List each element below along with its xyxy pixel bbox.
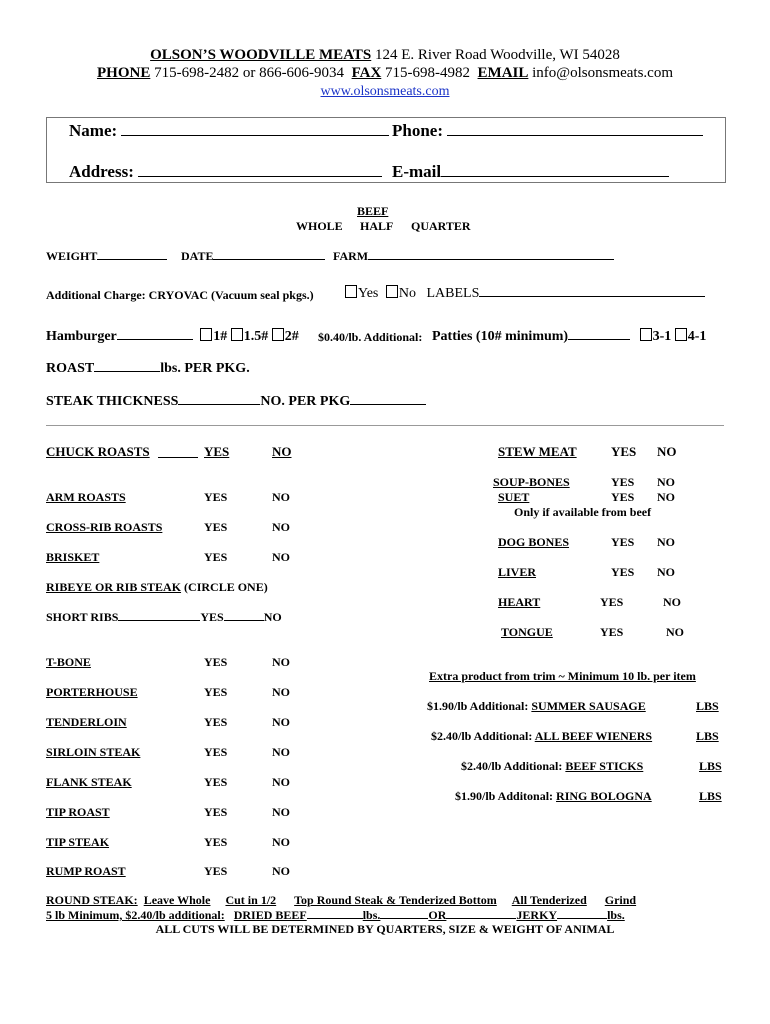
item-suet: SUET <box>498 490 530 504</box>
cut-tiproast: TIP ROAST <box>46 805 110 819</box>
date-label: DATE <box>181 249 214 263</box>
email-row <box>392 162 669 182</box>
patties-4-1-checkbox[interactable] <box>675 328 687 341</box>
tiproast-no[interactable]: NO <box>272 805 290 819</box>
weight-field[interactable] <box>97 258 167 260</box>
steak-thickness-field[interactable] <box>178 403 260 405</box>
ribeye-row <box>46 580 268 595</box>
jerky-label: JERKY <box>516 908 558 922</box>
cut-sirloin: SIRLOIN STEAK <box>46 745 141 759</box>
divider <box>46 425 724 426</box>
address-field[interactable] <box>138 175 382 177</box>
item-stew: STEW MEAT <box>498 444 577 459</box>
extra-4-lbs[interactable]: LBS <box>699 789 722 803</box>
no-per-pkg-label: NO. PER PKG <box>260 394 351 409</box>
hamburger-1-5lb-label: 1.5# <box>243 329 269 344</box>
rump-yes[interactable]: YES <box>204 864 228 878</box>
jerky-gap <box>446 917 516 919</box>
tiproast-yes[interactable]: YES <box>204 805 228 819</box>
tongue-yes[interactable]: YES <box>600 625 624 639</box>
brisket-yes[interactable]: YES <box>204 550 228 564</box>
hamburger-1-5lb-checkbox[interactable] <box>231 328 243 341</box>
hamburger-1lb-label: 1# <box>213 329 228 344</box>
extra-1-lbs[interactable]: LBS <box>696 699 719 713</box>
extra-4-price: $1.90/lb Additonal: <box>455 789 554 803</box>
arm-yes[interactable]: YES <box>204 490 228 504</box>
footer-note: ALL CUTS WILL BE DETERMINED BY QUARTERS, SIZE & WEIGHT OF ANIMAL <box>155 922 615 936</box>
dried-beef-lbs: lbs. <box>362 908 381 922</box>
labels-field[interactable] <box>479 295 705 297</box>
cut-porterhouse: PORTERHOUSE <box>46 685 138 699</box>
extra-row-1 <box>427 699 646 714</box>
patty-price: $0.40/lb. Additional: <box>318 330 423 344</box>
company-address: 124 E. River Road Woodville, WI 54028 <box>375 47 620 63</box>
weight-label: WEIGHT <box>46 249 98 263</box>
liver-no[interactable]: NO <box>657 565 675 579</box>
dried-beef-row <box>46 908 625 923</box>
email-label: EMAIL <box>477 65 529 81</box>
farm-label: FARM <box>333 249 369 263</box>
item-soup: SOUP-BONES <box>493 475 570 489</box>
shortribs-gap <box>224 619 264 621</box>
phone-field[interactable] <box>447 134 703 136</box>
dried-minimum: 5 lb Minimum, $2.40/lb additional: <box>46 908 225 922</box>
extra-1-price: $1.90/lb Additional: <box>427 699 529 713</box>
option-whole[interactable]: WHOLE <box>296 219 343 233</box>
weight-row <box>46 249 167 264</box>
farm-row <box>333 249 614 264</box>
name-label: Name: <box>69 121 118 140</box>
tbone-yes[interactable]: YES <box>204 655 228 669</box>
no-per-pkg-field[interactable] <box>350 403 426 405</box>
cut-tbone: T-BONE <box>46 655 91 669</box>
patties-3-1-label: 3-1 <box>652 329 672 344</box>
stew-yes[interactable]: YES <box>611 444 637 459</box>
farm-field[interactable] <box>368 258 614 260</box>
item-tongue: TONGUE <box>501 625 553 639</box>
name-field[interactable] <box>121 134 389 136</box>
only-available-note: Only if available from beef <box>514 505 652 519</box>
extra-3-price: $2.40/lb Additional: <box>461 759 563 773</box>
suet-yes[interactable]: YES <box>611 490 635 504</box>
round-steak-row <box>46 893 636 908</box>
porterhouse-no[interactable]: NO <box>272 685 290 699</box>
steak-thickness-label: STEAK THICKNESS <box>46 394 179 409</box>
shortribs-row <box>46 610 282 625</box>
chuck-no[interactable]: NO <box>272 444 292 459</box>
item-liver: LIVER <box>498 565 537 579</box>
date-row <box>181 249 325 264</box>
brisket-no[interactable]: NO <box>272 550 290 564</box>
phone-row <box>392 121 703 141</box>
hamburger-label: Hamburger <box>46 329 117 344</box>
address-row <box>69 162 382 182</box>
dried-gap <box>380 917 428 919</box>
beef-title: BEEF <box>357 204 389 218</box>
shortribs-no[interactable]: NO <box>263 610 282 624</box>
dog-yes[interactable]: YES <box>611 535 635 549</box>
contact-phone-label: Phone: <box>392 121 443 140</box>
heart-yes[interactable]: YES <box>600 595 624 609</box>
patties-4-1-label: 4-1 <box>687 329 707 344</box>
item-heart: HEART <box>498 595 541 609</box>
tipsteak-yes[interactable]: YES <box>204 835 228 849</box>
cut-crossrib: CROSS-RIB ROASTS <box>46 520 163 534</box>
flank-yes[interactable]: YES <box>204 775 228 789</box>
website-link[interactable]: www.olsonsmeats.com <box>320 84 450 99</box>
cryovac-label: Additional Charge: CRYOVAC (Vacuum seal pkgs.) <box>46 288 314 302</box>
patties-3-1-checkbox[interactable] <box>640 328 652 341</box>
dog-no[interactable]: NO <box>657 535 675 549</box>
sirloin-yes[interactable]: YES <box>204 745 228 759</box>
soup-yes[interactable]: YES <box>611 475 635 489</box>
round-cut-half[interactable]: Cut in 1/2 <box>225 893 277 907</box>
extra-row-2 <box>431 729 652 744</box>
crossrib-yes[interactable]: YES <box>204 520 228 534</box>
header-line-2 <box>0 65 770 82</box>
extra-3-lbs[interactable]: LBS <box>699 759 722 773</box>
hamburger-2lb-label: 2# <box>284 329 299 344</box>
roast-row <box>46 361 250 377</box>
extra-2-lbs[interactable]: LBS <box>696 729 719 743</box>
roast-field[interactable] <box>94 370 160 372</box>
extra-4-item: RING BOLOGNA <box>556 789 652 803</box>
extra-3-item: BEEF STICKS <box>565 759 644 773</box>
stew-no[interactable]: NO <box>657 444 677 459</box>
tenderloin-yes[interactable]: YES <box>204 715 228 729</box>
jerky-lbs: lbs. <box>607 908 625 922</box>
cut-brisket: BRISKET <box>46 550 100 564</box>
extra-row-3 <box>461 759 643 774</box>
round-top-round[interactable]: Top Round Steak & Tenderized Bottom <box>294 893 497 907</box>
hamburger-field[interactable] <box>117 338 193 340</box>
extra-2-price: $2.40/lb Additional: <box>431 729 533 743</box>
option-quarter[interactable]: QUARTER <box>411 219 471 233</box>
chuck-yes[interactable]: YES <box>204 444 230 459</box>
hamburger-1lb-checkbox[interactable] <box>200 328 212 341</box>
email-field[interactable] <box>441 175 669 177</box>
steak-thickness-row <box>46 394 426 410</box>
website-line <box>0 84 770 100</box>
address-label: Address: <box>69 162 134 181</box>
roast-label: ROAST <box>46 361 95 376</box>
heart-no[interactable]: NO <box>663 595 681 609</box>
option-half[interactable]: HALF <box>360 219 394 233</box>
shortribs-field[interactable] <box>118 619 200 621</box>
cryovac-no-label: No <box>398 286 416 301</box>
roast-unit: lbs. PER PKG. <box>160 361 250 376</box>
sirloin-no[interactable]: NO <box>272 745 290 759</box>
company-name: OLSON’S WOODVILLE MEATS <box>150 47 372 63</box>
cut-ribeye[interactable]: RIBEYE OR RIB STEAK <box>46 580 182 594</box>
email-value: info@olsonsmeats.com <box>532 65 674 81</box>
cut-flank: FLANK STEAK <box>46 775 132 789</box>
tipsteak-no[interactable]: NO <box>272 835 290 849</box>
extra-title: Extra product from trim ~ Minimum 10 lb. per item <box>429 669 696 683</box>
flank-no[interactable]: NO <box>272 775 290 789</box>
round-leave-whole[interactable]: Leave Whole <box>143 893 211 907</box>
item-dog: DOG BONES <box>498 535 570 549</box>
tbone-no[interactable]: NO <box>272 655 290 669</box>
cut-tenderloin: TENDERLOIN <box>46 715 127 729</box>
dried-beef-field[interactable] <box>307 917 363 919</box>
tenderloin-no[interactable]: NO <box>272 715 290 729</box>
extra-row-4 <box>455 789 652 804</box>
patties-field[interactable] <box>568 338 630 340</box>
patties-row <box>432 328 706 345</box>
header-line-1 <box>0 47 770 64</box>
cut-shortribs: SHORT RIBS <box>46 610 119 624</box>
dried-beef-label: DRIED BEEF <box>233 908 307 922</box>
liver-yes[interactable]: YES <box>611 565 635 579</box>
extra-1-item: SUMMER SAUSAGE <box>531 699 646 713</box>
labels-label: LABELS <box>426 286 480 301</box>
cryovac-yes-checkbox[interactable] <box>345 285 357 298</box>
porterhouse-yes[interactable]: YES <box>204 685 228 699</box>
fax-label: FAX <box>351 65 382 81</box>
phone-value: 715-698-2482 or 866-606-9034 <box>154 65 345 81</box>
rump-no[interactable]: NO <box>272 864 290 878</box>
chuck-underline <box>158 456 198 458</box>
arm-no[interactable]: NO <box>272 490 290 504</box>
dried-or: OR <box>428 908 447 922</box>
cryovac-options <box>345 285 705 302</box>
cryovac-yes-label: Yes <box>358 286 379 301</box>
contact-email-label: E-mail <box>392 162 442 181</box>
fax-value: 715-698-4982 <box>385 65 471 81</box>
date-field[interactable] <box>213 258 325 260</box>
shortribs-yes[interactable]: YES <box>200 610 224 624</box>
soup-no[interactable]: NO <box>657 475 675 489</box>
hamburger-row <box>46 328 299 345</box>
patties-label: Patties (10# minimum) <box>432 329 569 344</box>
extra-2-item: ALL BEEF WIENERS <box>534 729 653 743</box>
name-row <box>69 121 389 141</box>
cut-rump: RUMP ROAST <box>46 864 126 878</box>
cut-arm: ARM ROASTS <box>46 490 126 504</box>
tongue-no[interactable]: NO <box>666 625 684 639</box>
jerky-field[interactable] <box>557 917 607 919</box>
round-all-tenderized[interactable]: All Tenderized <box>511 893 587 907</box>
hamburger-2lb-checkbox[interactable] <box>272 328 284 341</box>
phone-label: PHONE <box>96 65 151 81</box>
round-steak-label: ROUND STEAK: <box>46 893 138 907</box>
cut-chuck: CHUCK ROASTS <box>46 444 150 459</box>
circle-one-note: (CIRCLE ONE) <box>184 580 268 594</box>
suet-no[interactable]: NO <box>657 490 675 504</box>
cut-tipsteak: TIP STEAK <box>46 835 110 849</box>
crossrib-no[interactable]: NO <box>272 520 290 534</box>
cryovac-no-checkbox[interactable] <box>386 285 398 298</box>
round-grind[interactable]: Grind <box>604 893 637 907</box>
